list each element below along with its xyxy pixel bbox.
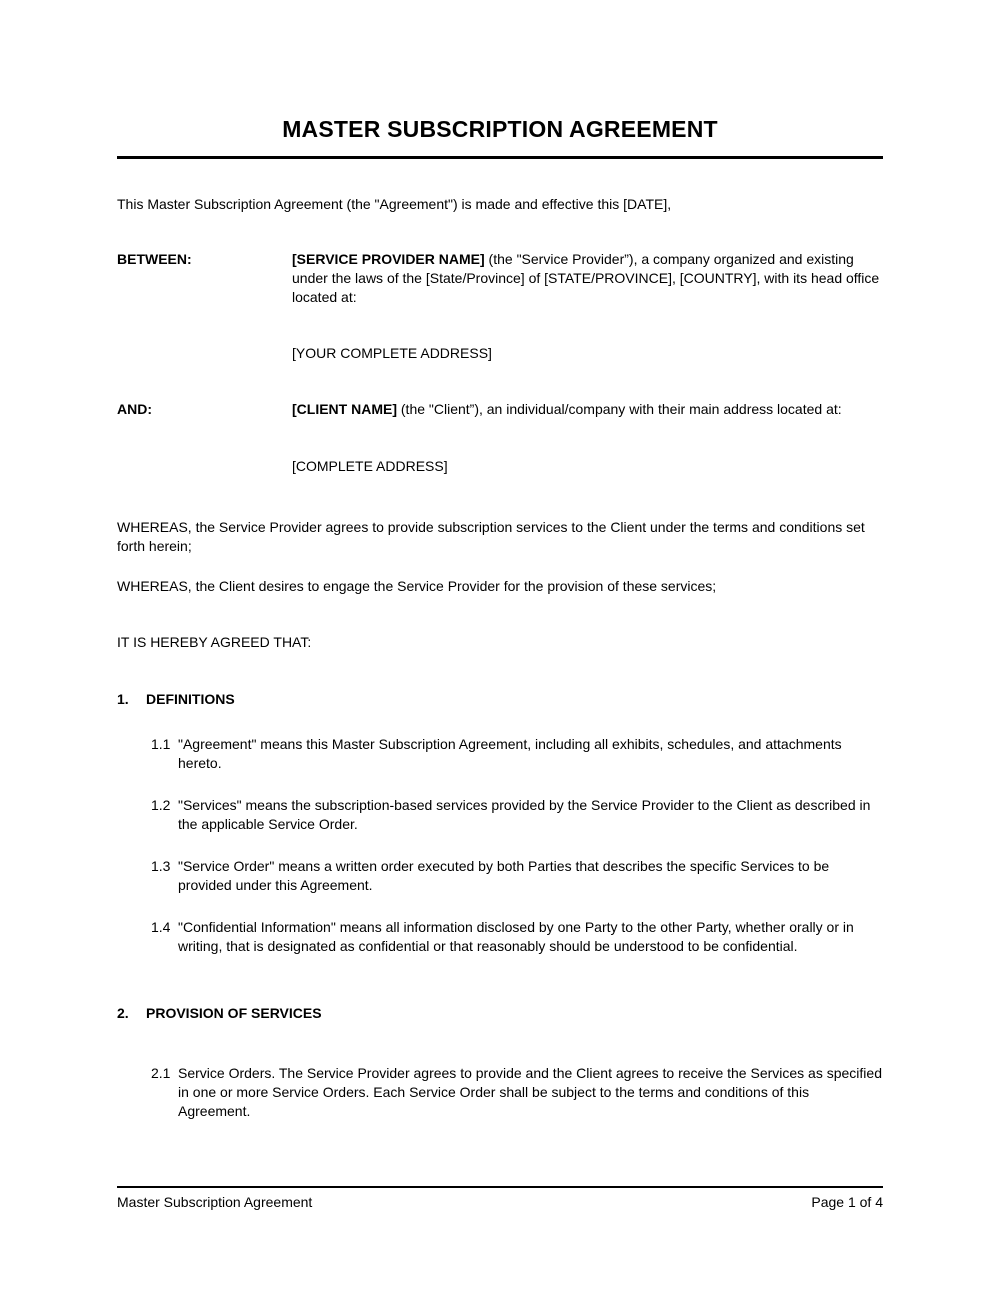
section-1-number: 1. [117,691,129,707]
recital-whereas-provider: WHEREAS, the Service Provider agrees to provide subscription services to the Client under the terms and conditions set forth herein; [117,519,865,554]
section-2-heading [117,1004,883,1023]
clause-1-1 [151,735,883,773]
clause-1-2 [151,796,883,834]
client-address-placeholder: [COMPLETE ADDRESS] [292,458,448,474]
party-between-row [117,250,883,307]
clause-1-4-number: 1.4 [151,919,171,935]
section-2-title: PROVISION OF SERVICES [146,1005,322,1021]
footer-page-number: Page 1 of 4 [811,1194,883,1210]
agreed-statement: IT IS HEREBY AGREED THAT: [117,634,312,650]
clause-1-3 [151,857,883,895]
clause-2-1 [151,1064,883,1121]
footer-document-title: Master Subscription Agreement [117,1194,313,1210]
clause-1-1-text: "Agreement" means this Master Subscription Agreement, including all exhibits, schedules, and attachments hereto. [178,736,842,771]
clause-1-3-text: "Service Order" means a written order executed by both Parties that describes the specific Services to be provided under this Agreement. [178,858,830,893]
service-provider-name-placeholder: [SERVICE PROVIDER NAME] [292,251,485,267]
clause-1-4-text: "Confidential Information" means all information disclosed by one Party to the other Party, whether orally or in writing, that is designated as confidential or that reasonably should be understood to be confidential. [178,919,854,954]
party-between-description: (the "Service Provider”), a company organized and existing under the laws of the [State/Province] of [STATE/PROVINCE], [COUNTRY], with its head office located at: [292,251,880,305]
party-between-label: BETWEEN: [117,251,192,267]
party-and-description: (the "Client”), an individual/company with their main address located at: [397,401,842,417]
title-divider [117,156,883,159]
section-2-number: 2. [117,1005,129,1021]
party-and-label: AND: [117,401,152,417]
clause-1-4 [151,918,883,956]
provider-address-placeholder: [YOUR COMPLETE ADDRESS] [292,345,492,361]
page-title: MASTER SUBSCRIPTION AGREEMENT [282,116,718,142]
clause-1-1-number: 1.1 [151,736,171,752]
party-and-text [292,400,883,419]
clause-1-2-number: 1.2 [151,797,171,813]
clause-1-2-text: "Services" means the subscription-based services provided by the Service Provider to the Client as described in the applicable Service Order. [178,797,871,832]
recital-whereas-client: WHEREAS, the Client desires to engage the Service Provider for the provision of these services; [117,578,717,594]
clause-2-1-number: 2.1 [151,1065,171,1081]
party-and-row [117,400,883,419]
client-name-placeholder: [CLIENT NAME] [292,401,397,417]
section-1-title: DEFINITIONS [146,691,235,707]
clause-1-3-number: 1.3 [151,858,171,874]
page-footer [117,1186,883,1212]
section-1-heading [117,690,883,709]
clause-2-1-text: Service Orders. The Service Provider agrees to provide and the Client agrees to receive the Services as specified in one or more Service Orders. Each Service Order shall be subject to the terms and conditions of this Agreement. [178,1065,882,1119]
party-between-text [292,250,883,307]
intro-paragraph: This Master Subscription Agreement (the "Agreement") is made and effective this [DATE], [117,196,672,212]
